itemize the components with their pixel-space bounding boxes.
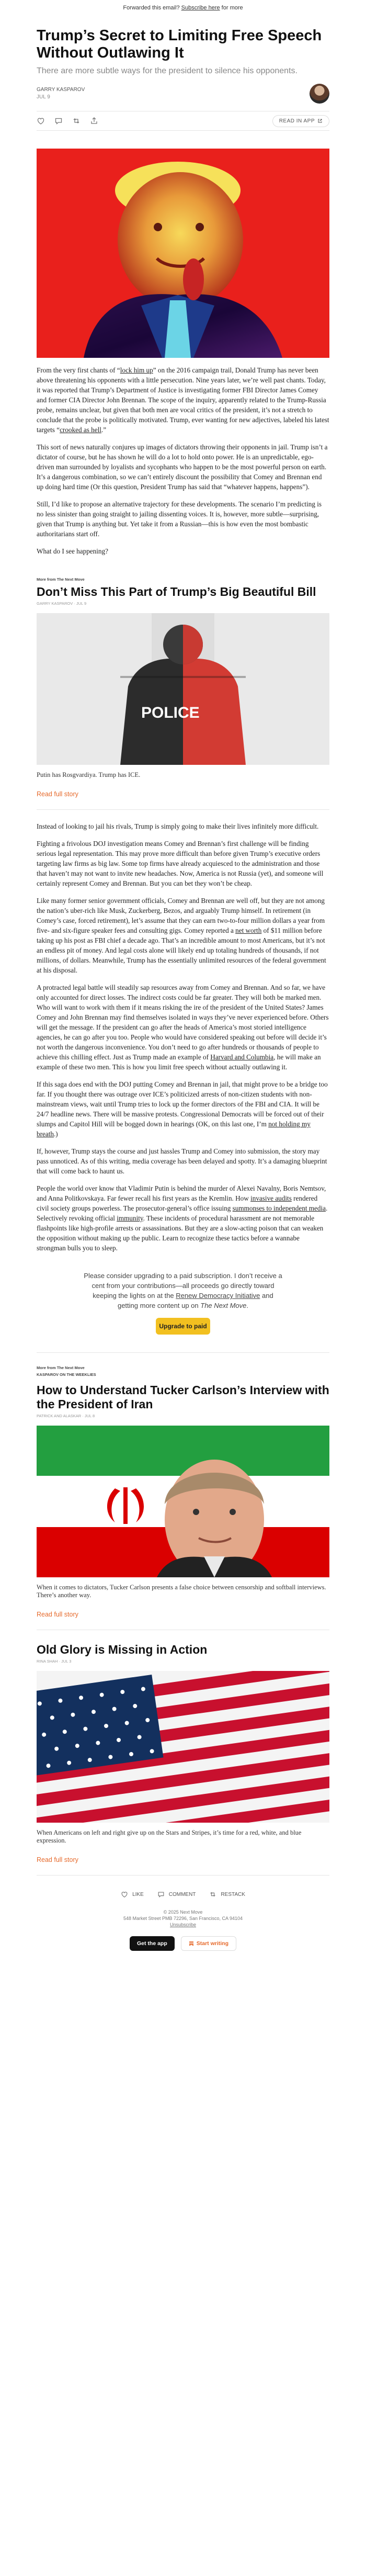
action-bar [37,111,329,131]
image-caption: When it comes to dictators, Tucker Carlson presents a false choice between censorship and softball interviews. There’s another way. [37,1584,326,1599]
get-the-app-button[interactable]: Get the app [130,1936,175,1951]
read-full-story-link[interactable]: Read full story [37,1611,78,1618]
article-paragraph: If, however, Trump stays the course and just hassles Trump and Comey into submission, the story may pass unnoticed. As of this writing, media coverage has been delayed and spotty. It’s a damaging blueprint that will come back to haunt us. [37,1147,327,1175]
promo-image[interactable] [37,613,329,765]
restack-icon[interactable] [72,117,81,125]
lock-him-up-link[interactable]: lock him up [120,366,153,374]
read-full-story-link[interactable]: Read full story [37,1856,78,1863]
upgrade-button[interactable]: Upgrade to paid [156,1318,210,1335]
footer-actions [37,1890,329,1899]
article-subtitle: There are more subtle ways for the president to silence his opponents. [37,66,298,75]
author-name[interactable]: GARRY KASPAROV [37,87,85,93]
substack-logo-icon [189,1941,194,1946]
net-worth-link[interactable]: net worth [235,927,262,934]
copyright: © 2025 Next Move [163,1910,203,1915]
forwarded-banner: Forwarded this email? Subscribe here for more [123,5,243,11]
section-label: More from The Next Move [37,1365,85,1370]
article-paragraph: Instead of looking to jail his rivals, Trump is simply going to make their lives infinitely more difficult. [37,822,319,830]
upgrade-note: Please consider upgrading to a paid subscription. I don’t receive a cent from your contributions—all proceeds go directly toward keeping the lights on at the Renew Democracy Initiative and getting more content up on The Next Move. [84,1272,282,1309]
invasive-audits-link[interactable]: invasive audits [250,1194,292,1202]
article-paragraph: From the very first chants of “lock him up” on the 2016 campaign trail, Donald Trump has never been above threatening his opponents with a little persecution. Nine years later, we’re well past chants. Today, it was reported that Trump’s Department of Justice is investigating former FBI Director James Comey and former CIA Director John Brennan. The scope of the inquiry, apparently related to the Trump-Russia probe, remains unclear, but given that both men are vocal critics of the president, it’s not a stretch to conclude that the probe is politically motivated. Trump, ever wanting for new adjectives, labeled his latest targets “crooked as hell.” [37,366,329,434]
restack-button[interactable]: RESTACK [209,1890,245,1899]
article-paragraph: Still, I’d like to propose an alternative trajectory for these developments. The scenario I’m predicting is no less sinister than going straight to jailing dissenting voices. It is, however, more subtle—surprising, given that Trump is anything but. Yet take it from a Russian—this is how even the most bombastic authoritarians start off. [37,500,322,538]
article-paragraph: A protracted legal battle will steadily sap resources away from Comey and Brennan. And so far, we have only accounted for direct losses. The indirect costs could be far greater. They will both be marked men. Who will want to work with them if it means risking the ire of the president of the United States? James Comey and John Brennan may find themselves isolated in ways they’ve never experienced before. Others will get the message. If the president can go after the heads of America’s most storied intelligence agencies, he can go after you too. People who would have considered speaking out before will decide it’s not worth the dangerous inconvenience. You don’t need to go after hundreds or thousands of people to achieve this chilling effect. Just as Trump made an example of Harvard and Columbia, he will make an example of these two men. This is how you limit free speech without actually outlawing it. [37,984,329,1071]
summonses-link[interactable]: summonses to independent media [232,1204,326,1212]
read-full-story-link[interactable]: Read full story [37,790,78,798]
heart-icon[interactable] [37,117,45,125]
heart-icon [121,1890,129,1899]
publish-date: JUL 9 [37,94,50,100]
restack-icon [209,1890,218,1899]
section-sublabel: KASPAROV ON THE WEEKLIES [37,1372,96,1377]
american-flag-image [37,1671,329,1823]
ice-officer-image [37,613,329,765]
image-caption: When Americans on left and right give up on the Stars and Stripes, it’s time for a red, white, and blue expression. [37,1829,302,1844]
address: 548 Market Street PMB 72296, San Francisco, CA 94104 [123,1916,243,1921]
author-block [37,86,85,101]
avatar[interactable] [310,84,329,104]
comment-icon[interactable] [54,117,63,125]
divider [37,1352,329,1353]
footer [37,1890,329,1951]
promo-byline: RINA SHAH · JUL 3 [37,1659,72,1664]
start-writing-button[interactable]: Start writing [181,1936,236,1951]
read-in-app-button[interactable]: READ IN APP [272,115,329,127]
crooked-as-hell-link[interactable]: crooked as hell [60,426,101,434]
article-paragraph: People the world over know that Vladimir Putin is behind the murder of Alexei Navalny, Boris Nemtsov, and Anna Politkovskaya. Far fewer recall his first years as the Kremlin. How invasive audits rendered civil society groups powerless. The prosecutor-general’s office issuing summonses to independent media. Selectively revoking official immunity. These incidents of procedural harassment are not memorable flashpoints like high-profile arrests or assassinations. But they are a slow-acting poison that can weaken the opposition without making up the public. Learn to recognize these tactics before a wannabe strongman bulls you to sleep. [37,1184,328,1252]
article-paragraph: This sort of news naturally conjures up images of dictators throwing their opponents in jail. Trump isn’t a dictator of course, but he has shown he will do a lot to hold onto power. He is an unpredictable, ego-driven man surrounded by loyalists and sycophants who happen to be the most powerful person on earth. It’s a dangerous combination, so we can’t entirely discount the possibility that Comey and Brennan end up doing hard time (Or this question, President Trump has said that “whatever happens, happens”). [37,443,328,491]
article-paragraph: Fighting a frivolous DOJ investigation means Comey and Brennan’s first challenge will be finding serious legal representation. This may prove more difficult than before given Trump’s executive orders targeting law firms as big law. Some top firms have already acquiesced to the administration and those that haven’t may not want to invite new headaches. Now, America is not Russia (yet), and someone will certainly represent Comey and Brennan. But you can bet they won’t be cheap. [37,840,324,887]
divider [37,809,329,810]
image-caption: Putin has Rosgvardiya. Trump has ICE. [37,771,141,778]
hero-image [37,149,329,358]
unsubscribe-link[interactable]: Unsubscribe [169,1922,197,1927]
promo-byline: GARRY KASPAROV · JUL 9 [37,601,87,606]
promo-title[interactable]: How to Understand Tucker Carlson’s Interview with the President of Iran [37,1383,329,1411]
article-paragraph: If this saga does end with the DOJ putting Comey and Brennan in jail, that might prove to be a bridge too far. If you thought there was outrage over ICE’s politicized arrests of non-citizen students with non-mainstream views, wait until Trump tries to lock up the former directors of the FBI and CIA. It will be 24/7 headline news. There will be massive protests. Congressional Democrats will be forced out of their slumps and Capitol Hill will be bogged down in hearings (OK, on this last one, I’m not holding my breath.) [37,1080,328,1138]
immunity-link[interactable]: immunity [117,1214,143,1222]
tucker-iran-image [37,1426,329,1577]
promo-image[interactable] [37,1426,329,1577]
renew-democracy-link[interactable]: Renew Democracy Initiative [176,1292,260,1300]
article-paragraph: Like many former senior government officials, Comey and Brennan are well off, but they are not among the nation’s uber-rich like Musk, Zuckerberg, Bezos, and arguably Trump himself. In retirement (in Comey’s case, forced retirement), let’s assume that they can earn two-to-four million dollars a year from five- and six-figure speaker fees and consulting gigs. Comey reported a net worth of $11 million before taking up his post as FBI chief a decade ago. That’s an incredible amount to most Americans, but it’s not an endless pit of money. And legal costs alone will likely end up totaling hundreds of thousands, if not millions, of dollars. Meanwhile, Trump has the essentially unlimited resources of the federal government at his disposal. [37,897,326,974]
article-title[interactable]: Trump’s Secret to Limiting Free Speech Without Outlawing It [37,27,322,61]
promo-title[interactable]: Don’t Miss This Part of Trump’s Big Beautiful Bill [37,585,316,598]
byline [37,84,329,104]
not-holding-my-breath-link[interactable]: not holding my breath [37,1120,311,1138]
police-text: POLICE [141,704,200,721]
article-paragraph: What do I see happening? [37,547,108,555]
like-button[interactable]: LIKE [121,1890,144,1899]
external-link-icon [317,118,323,123]
subscribe-link[interactable]: Subscribe here [181,5,220,11]
harvard-columbia-link[interactable]: Harvard and Columbia [210,1053,274,1061]
section-label: More from The Next Move [37,577,85,582]
trump-portrait-image [37,149,329,358]
promo-image[interactable] [37,1671,329,1823]
share-icon[interactable] [90,117,98,125]
comment-button[interactable]: COMMENT [157,1890,196,1899]
promo-title[interactable]: Old Glory is Missing in Action [37,1643,208,1656]
promo-byline: PATRICK AND ALASKAR · JUL 8 [37,1414,95,1418]
footer-address [37,1909,329,1928]
comment-icon [157,1890,166,1899]
